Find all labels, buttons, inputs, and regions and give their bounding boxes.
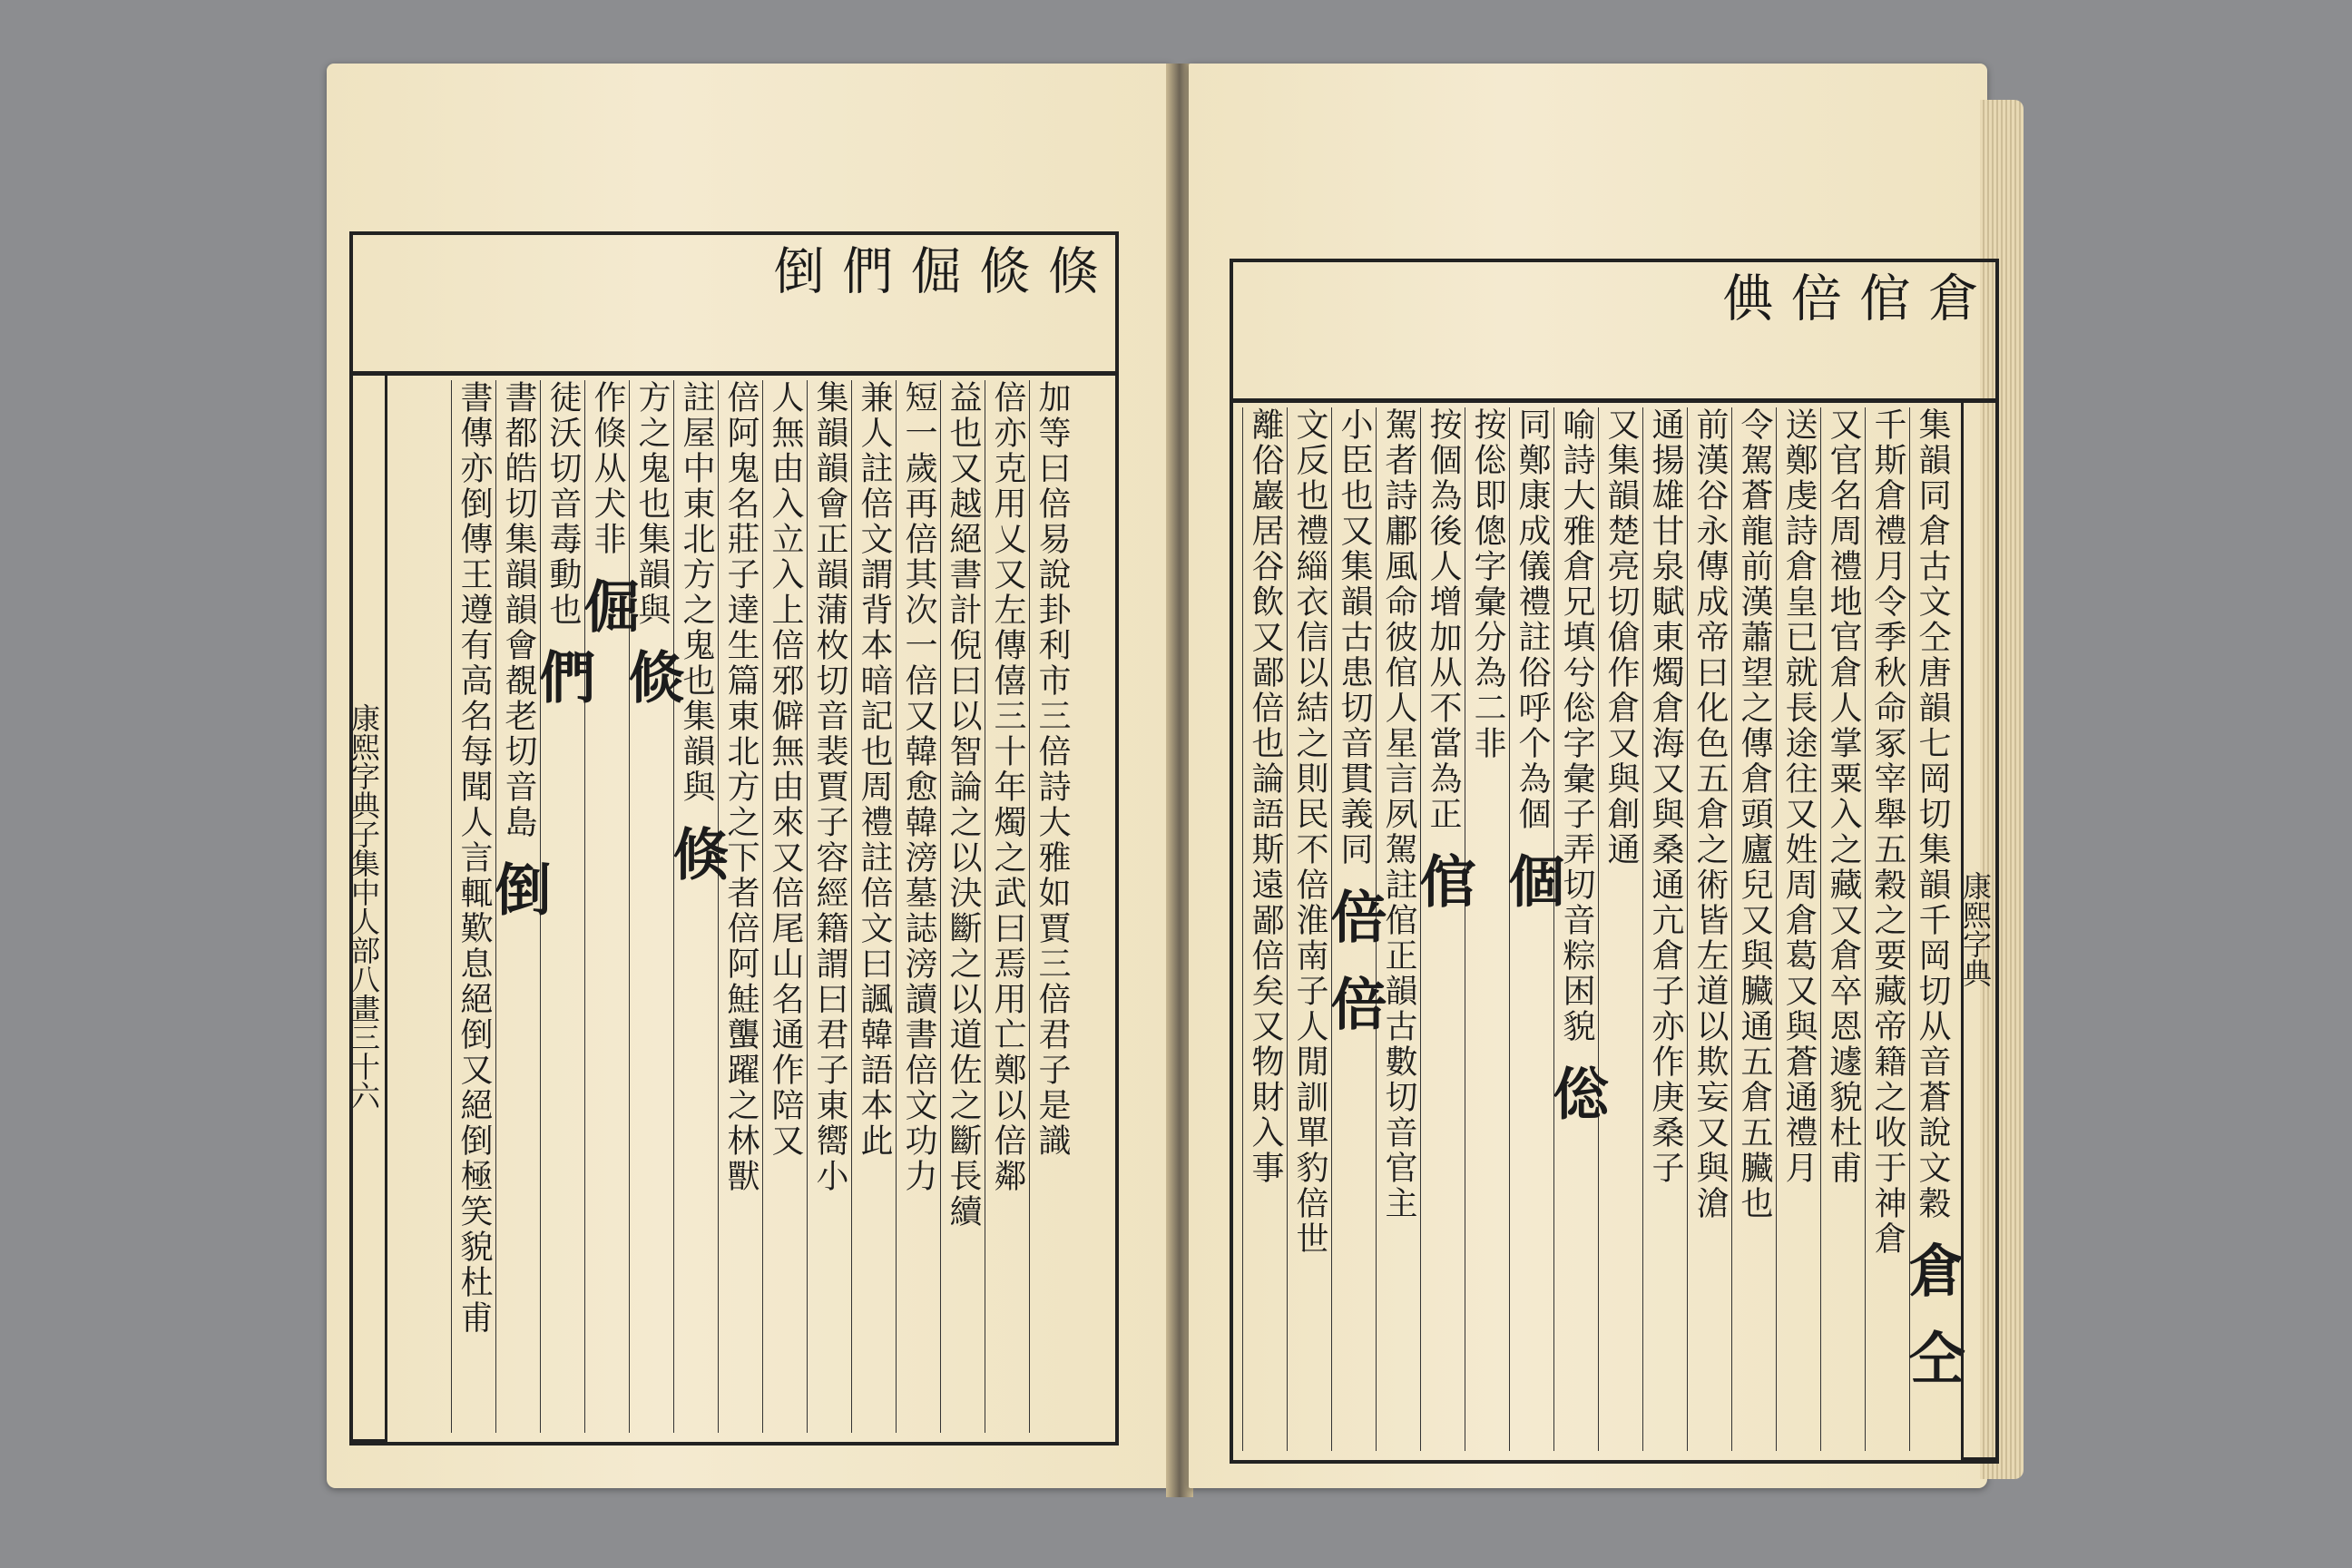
text-column: 送鄭虔詩倉皇已就長途往又姓周倉葛又與蒼通禮月 xyxy=(1776,407,1820,1451)
left-page xyxy=(327,64,1171,1488)
text-column: 倍阿鬼名莊子達生篇東北方之下者倍阿鮭蠪躍之林獸 xyxy=(718,380,762,1433)
text-column xyxy=(663,380,730,1433)
head-character: 倏 xyxy=(663,825,730,885)
text-column: 加等曰倍易說卦利市三倍詩大雅如賈三倍君子是識 xyxy=(1029,380,1073,1433)
open-book xyxy=(327,64,2033,1497)
text-column xyxy=(485,380,552,1433)
entry-text: 徒沃切音毒動也 xyxy=(544,380,582,628)
radical-label: 人部 xyxy=(347,906,381,965)
right-seal-script-row xyxy=(1716,271,1977,326)
left-header-band xyxy=(353,235,1115,376)
head-character: 倊 xyxy=(1544,1064,1610,1124)
head-character: 倐 xyxy=(619,648,685,708)
head-character: 倔 xyxy=(574,577,641,637)
book-title: 康熙字典 xyxy=(347,703,381,819)
left-margin-strip xyxy=(349,371,387,1442)
seal-character: 倉 xyxy=(1920,271,1979,326)
text-column xyxy=(574,380,641,1433)
head-character: 個 xyxy=(1499,852,1565,912)
head-character: 仝 xyxy=(1899,1328,1965,1387)
text-column xyxy=(1410,407,1476,1451)
text-column: 駕者詩鄘風命彼倌人星言夙駕註倌正韻古數切音官主 xyxy=(1376,407,1420,1451)
text-column: 益也又越絕書計倪曰以智論之以決斷之以道佐之斷長續 xyxy=(940,380,985,1433)
head-character: 倍 xyxy=(1321,887,1387,947)
left-page-frame xyxy=(349,231,1119,1446)
text-column: 集韻韻會正韻蒲枚切音裴賈子容經籍謂曰君子東嚮小 xyxy=(807,380,851,1433)
page-number: 三十六 xyxy=(347,1023,381,1110)
seal-character: 倒 xyxy=(765,244,825,299)
text-column xyxy=(1899,407,1965,1451)
seal-character: 們 xyxy=(834,244,894,299)
section-label: 子集中 xyxy=(347,819,381,906)
right-margin-strip xyxy=(1958,398,1999,1460)
seal-character: 倔 xyxy=(902,244,962,299)
text-column: 書傳亦倒傳王遵有高名每聞人言輒歎息絕倒又絕倒極笑貌杜甫 xyxy=(451,380,495,1433)
entry-text: 方之鬼也集韻與 xyxy=(633,380,671,628)
entry-text: 註屋中東北方之鬼也集韻與 xyxy=(678,380,715,805)
head-character: 倌 xyxy=(1410,852,1476,912)
text-column: 人無由入立入上倍邪僻無由來又倍尾山名通作陪又 xyxy=(762,380,807,1433)
right-text-body xyxy=(1247,407,1965,1451)
entry-text: 按個為後人增加从不當為正 xyxy=(1425,407,1462,832)
entry-text: 書都皓切集韻韻會覩老切音島 xyxy=(500,380,537,840)
text-column: 通揚雄甘泉賦東燭倉海又與桑通亢倉子亦作庚桑子 xyxy=(1642,407,1687,1451)
text-column: 前漢谷永傳成帝曰化色五倉之術皆左道以欺妄又與滄 xyxy=(1687,407,1731,1451)
text-column: 離俗巖居谷飲又鄙倍也論語斯遠鄙倍矣又物財入事 xyxy=(1242,407,1287,1451)
head-character: 倍 xyxy=(1321,974,1387,1034)
text-column: 又官名周禮地官倉人掌粟入之藏又倉卒恩遽貌杜甫 xyxy=(1820,407,1865,1451)
text-column: 令駕蒼龍前漢蕭望之傳倉頭廬兒又與臟通五倉五臟也 xyxy=(1731,407,1776,1451)
text-column: 兼人註倍文謂背本暗記也周禮註倍文曰諷韓語本此 xyxy=(851,380,896,1433)
head-character: 倉 xyxy=(1899,1241,1965,1301)
text-column: 千斯倉禮月令季秋命冢宰舉五穀之要藏帝籍之收于神倉 xyxy=(1865,407,1909,1451)
text-column: 短一歲再倍其次一倍又韓愈韓滂墓誌滂讀書倍文功力 xyxy=(896,380,940,1433)
text-column: 又集韻楚亮切傖作倉又與創通 xyxy=(1598,407,1642,1451)
head-character: 倒 xyxy=(485,860,552,920)
text-column: 按倊即傯字彙分為二非 xyxy=(1465,407,1509,1451)
right-page xyxy=(1189,64,1993,1488)
entry-text: 喻詩大雅倉兄填兮倊字彙子弄切音粽困貌 xyxy=(1558,407,1595,1044)
entry-text: 作倏从犬非 xyxy=(589,380,626,557)
text-column xyxy=(1499,407,1565,1451)
seal-character: 倌 xyxy=(1851,271,1911,326)
text-column: 文反也禮緇衣信以結之則民不倍淮南子人閒訓單豹倍世 xyxy=(1287,407,1331,1451)
head-character: 們 xyxy=(530,648,596,708)
entry-text: 集韻同倉古文仝唐韻七岡切集韻千岡切从音蒼說文穀 xyxy=(1914,407,1951,1221)
entry-text: 同鄭康成儀禮註俗呼个為個 xyxy=(1514,407,1551,832)
right-header-band xyxy=(1233,262,1995,403)
text-column xyxy=(619,380,685,1433)
seal-character: 倍 xyxy=(1782,271,1842,326)
seal-character: 倐 xyxy=(971,244,1031,299)
entry-text: 小臣也又集韻古患切音貫義同 xyxy=(1336,407,1373,867)
stroke-label: 八畫 xyxy=(347,965,381,1023)
text-column xyxy=(1544,407,1610,1451)
left-text-body xyxy=(386,380,1073,1433)
text-column xyxy=(1321,407,1387,1451)
seal-character: 倎 xyxy=(1714,271,1774,326)
text-column: 倍亦克用乂又左傳僖三十年燭之武曰焉用亡鄭以倍鄰 xyxy=(985,380,1029,1433)
left-seal-script-row xyxy=(767,244,1097,299)
book-title: 康熙字典 xyxy=(1958,871,1993,987)
right-page-frame xyxy=(1230,259,1999,1464)
seal-character: 倏 xyxy=(1040,244,1099,299)
